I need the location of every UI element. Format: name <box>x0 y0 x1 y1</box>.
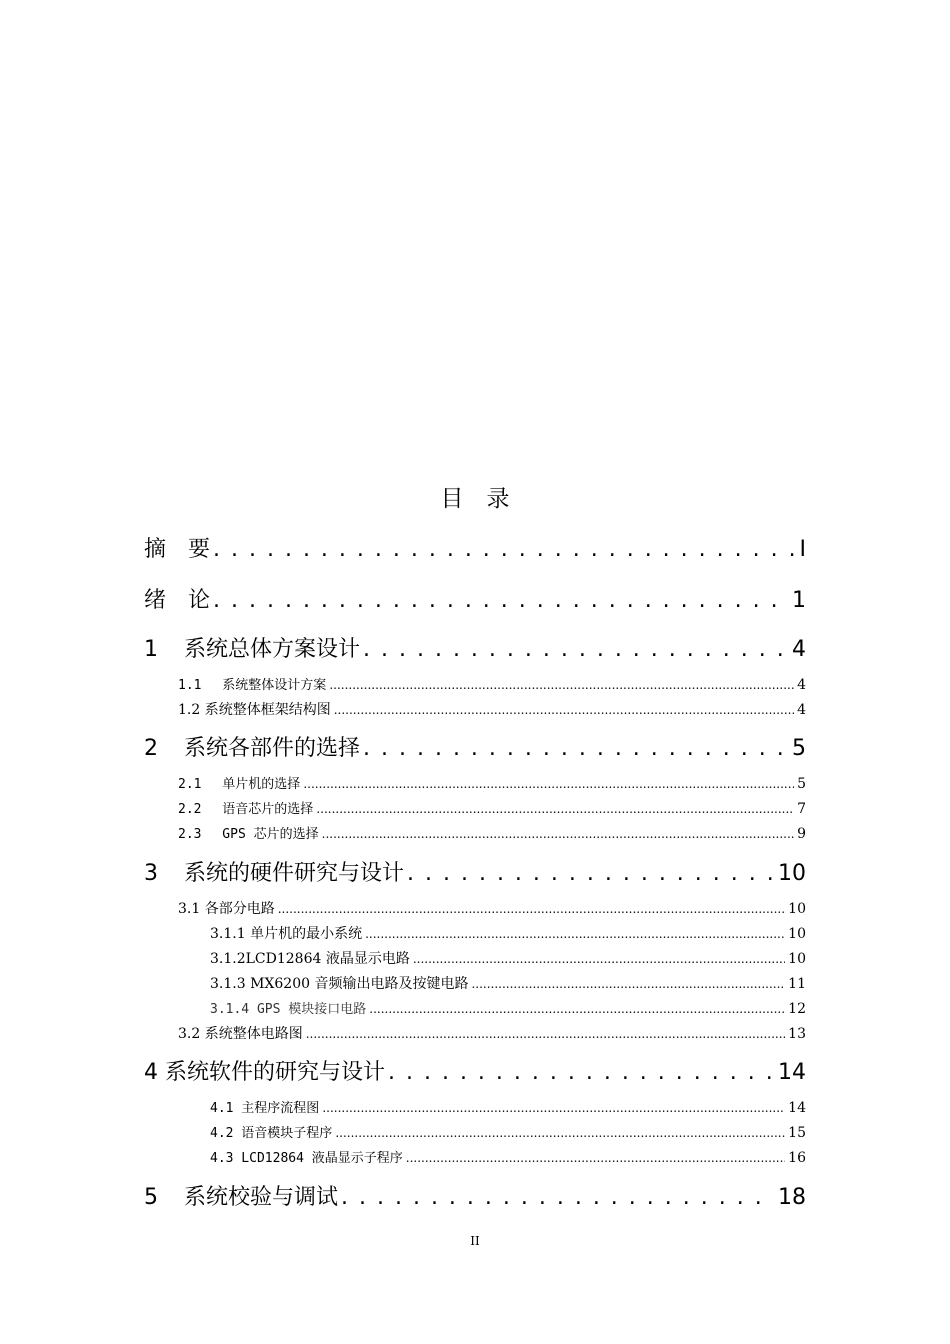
toc-entry-label: 绪 论 <box>144 588 211 613</box>
toc-entry-label: 4 系统软件的研究与设计 <box>144 1060 385 1085</box>
toc-entry-page: 10 <box>788 926 806 942</box>
toc-leader-dots <box>316 802 794 816</box>
toc-entry-2-1[interactable] <box>178 773 806 793</box>
toc-entry-1-1[interactable] <box>178 674 806 694</box>
toc-entry-page: 1 <box>792 588 806 613</box>
toc-entry-abstract[interactable] <box>144 532 806 564</box>
toc-entry-page: I <box>799 537 806 562</box>
toc-entry-label: 3.2 系统整体电路图 <box>178 1026 303 1042</box>
toc-leader-dots <box>413 952 785 966</box>
toc-leader-dots <box>213 539 796 561</box>
toc-leader-dots <box>341 1187 775 1209</box>
toc-entry-chapter-3[interactable] <box>144 856 806 888</box>
toc-entry-label: 2.2 语音芯片的选择 <box>178 802 314 817</box>
toc-leader-dots <box>322 827 794 841</box>
toc-entry-label: 1.2 系统整体框架结构图 <box>178 702 331 718</box>
toc-entry-number: 1 <box>144 637 158 662</box>
toc-entry-page: 5 <box>797 776 806 792</box>
toc-entry-label: 3.1.1 单片机的最小系统 <box>210 926 363 942</box>
toc-entry-3-1-4[interactable] <box>210 998 806 1018</box>
toc-entry-label: 3.1.3 MX6200 音频输出电路及按键电路 <box>210 976 469 992</box>
toc-entry-page: 13 <box>788 1026 806 1042</box>
toc-entry-3-1-3[interactable] <box>210 973 806 993</box>
toc-entry-label: 摘 要 <box>144 537 211 562</box>
toc-entry-2-2[interactable] <box>178 798 806 818</box>
toc-entry-label: 4.1 主程序流程图 <box>210 1101 320 1116</box>
toc-entry-chapter-5[interactable] <box>144 1180 806 1212</box>
toc-entry-chapter-1[interactable] <box>144 632 806 664</box>
toc-entry-page: 10 <box>778 861 806 886</box>
toc-entry-label: 2.1 单片机的选择 <box>178 777 301 792</box>
toc-leader-dots <box>303 777 794 791</box>
toc-entry-page: 14 <box>778 1060 806 1085</box>
toc-entry-label: 4.3 LCD12864 液晶显示子程序 <box>210 1151 403 1166</box>
toc-entry-label: 2.3 GPS 芯片的选择 <box>178 827 319 842</box>
toc-entry-page: 5 <box>792 736 806 761</box>
toc-entry-label: 系统校验与调试 <box>184 1185 339 1210</box>
toc-leader-dots <box>322 1101 785 1115</box>
toc-entry-3-2[interactable] <box>178 1023 806 1043</box>
toc-entry-page: 4 <box>797 702 806 718</box>
toc-entry-4-2[interactable] <box>210 1122 806 1142</box>
toc-entry-label: 系统各部件的选择 <box>184 736 361 761</box>
toc-leader-dots <box>369 1002 785 1016</box>
toc-leader-dots <box>406 1151 785 1165</box>
toc-entry-page: 11 <box>788 976 806 992</box>
toc-entry-3-1[interactable] <box>178 898 806 918</box>
toc-leader-dots <box>334 703 794 717</box>
toc-entry-number: 2 <box>144 736 158 761</box>
toc-entry-label: 3.1.2LCD12864 液晶显示电路 <box>210 951 410 967</box>
toc-entry-label: 4.2 语音模块子程序 <box>210 1126 333 1141</box>
toc-entry-page: 15 <box>788 1125 806 1141</box>
toc-entry-page: 10 <box>788 901 806 917</box>
toc-entry-page: 18 <box>778 1185 806 1210</box>
toc-entry-2-3[interactable] <box>178 823 806 843</box>
toc-entry-label: 3.1 各部分电路 <box>178 901 275 917</box>
toc-leader-dots <box>306 1027 785 1041</box>
toc-entry-3-1-2[interactable] <box>210 948 806 968</box>
toc-entry-label: 系统的硬件研究与设计 <box>184 861 405 886</box>
toc-entry-page: 12 <box>788 1001 806 1017</box>
toc-leader-dots <box>388 1062 775 1084</box>
toc-entry-number: 3 <box>144 861 158 886</box>
toc-title: 目 录 <box>440 486 510 512</box>
toc-entry-introduction[interactable] <box>144 583 806 615</box>
toc-leader-dots <box>407 863 775 885</box>
toc-entry-page: 16 <box>788 1150 806 1166</box>
toc-leader-dots <box>335 1126 785 1140</box>
toc-entry-page: 9 <box>797 826 806 842</box>
toc-entry-page: 7 <box>797 801 806 817</box>
toc-leader-dots <box>213 590 789 612</box>
toc-leader-dots <box>365 927 785 941</box>
toc-entry-page: 14 <box>788 1100 806 1116</box>
toc-leader-dots <box>363 738 789 760</box>
toc-entry-label: 1.1 系统整体设计方案 <box>178 678 327 693</box>
toc-entry-label: 3.1.4 GPS 模块接口电路 <box>210 1002 367 1017</box>
toc-entry-4-3[interactable] <box>210 1147 806 1167</box>
toc-leader-dots <box>363 639 789 661</box>
toc-leader-dots <box>329 678 794 692</box>
page-number: II <box>470 1234 480 1248</box>
toc-entry-number: 5 <box>144 1185 158 1210</box>
toc-entry-label: 系统总体方案设计 <box>184 637 361 662</box>
toc-leader-dots <box>278 902 785 916</box>
toc-entry-1-2[interactable] <box>178 699 806 719</box>
toc-entry-page: 4 <box>792 637 806 662</box>
toc-entry-3-1-1[interactable] <box>210 923 806 943</box>
toc-entry-page: 4 <box>797 677 806 693</box>
toc-entry-chapter-2[interactable] <box>144 731 806 763</box>
toc-entry-4-1[interactable] <box>210 1097 806 1117</box>
toc-leader-dots <box>471 977 785 991</box>
toc-entry-page: 10 <box>788 951 806 967</box>
toc-entry-chapter-4[interactable] <box>144 1055 806 1087</box>
